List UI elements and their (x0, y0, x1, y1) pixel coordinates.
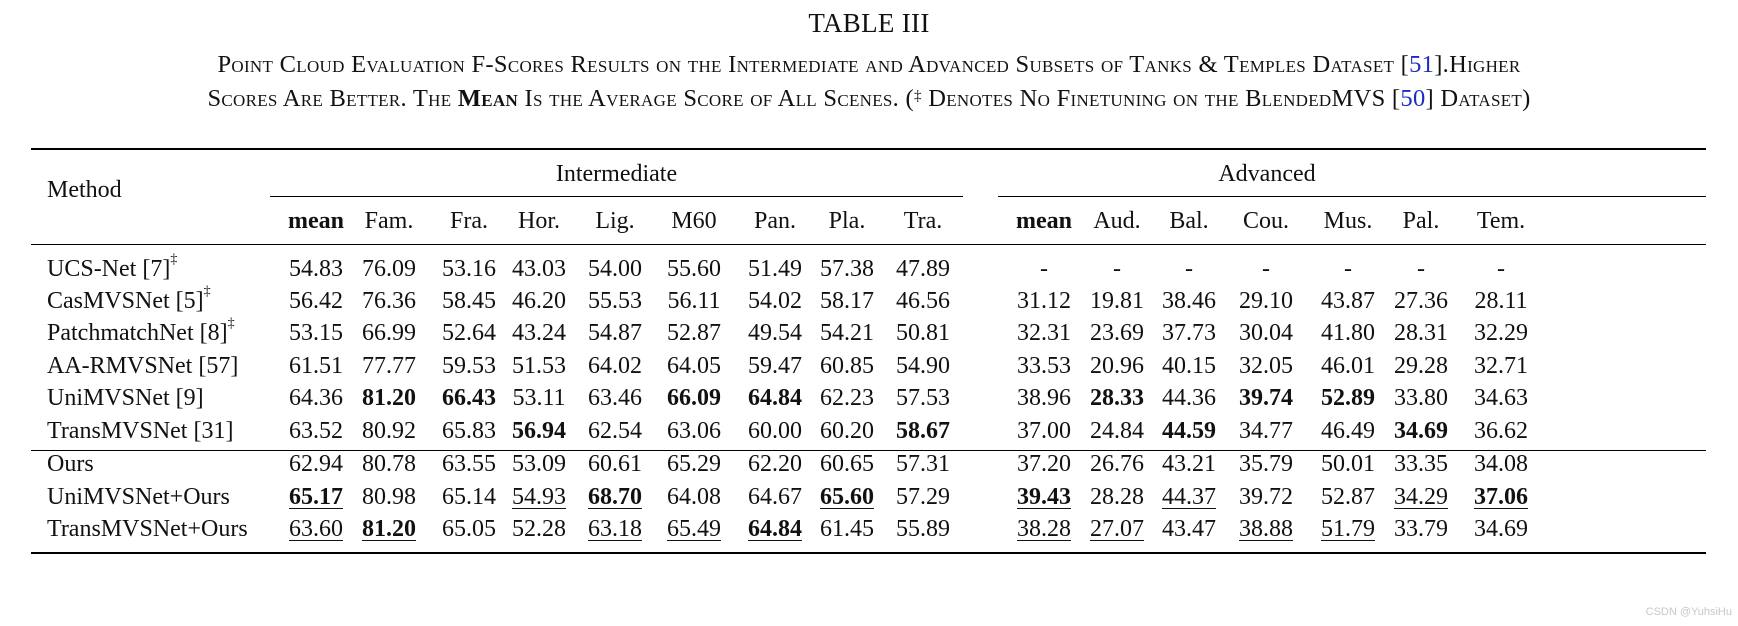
advanced-header: Advanced (1218, 161, 1316, 187)
advanced-score-cell: 32.29 (1474, 320, 1528, 346)
advanced-score-cell: 44.37 (1162, 484, 1216, 510)
intermediate-score-cell: 68.70 (588, 484, 642, 510)
intermediate-score-cell: 63.60 (289, 516, 343, 542)
dagger-symbol: ‡ (203, 284, 211, 299)
intermediate-score-cell: 43.03 (512, 256, 566, 282)
advanced-score-cell: 33.79 (1394, 516, 1448, 542)
intermediate-score-cell: 65.17 (289, 484, 343, 510)
method-name: AA-RMVSNet [57] (47, 353, 239, 379)
intermediate-score-cell: 64.84 (748, 385, 802, 411)
advanced-score-cell: 29.10 (1239, 288, 1293, 314)
intermediate-score-cell: 54.02 (748, 288, 802, 314)
advanced-score-cell: 28.31 (1394, 320, 1448, 346)
intermediate-score-cell: 80.98 (362, 484, 416, 510)
intermediate-score-cell: 60.61 (588, 451, 642, 477)
advanced-score-cell: 33.80 (1394, 385, 1448, 411)
intermediate-score-cell: 52.87 (667, 320, 721, 346)
column-header: Mus. (1323, 208, 1373, 234)
column-header: Pan. (754, 208, 796, 234)
intermediate-score-cell: 66.99 (362, 320, 416, 346)
intermediate-score-cell: 59.53 (442, 353, 496, 379)
intermediate-score-cell: 54.00 (588, 256, 642, 282)
advanced-score-cell: 34.69 (1474, 516, 1528, 542)
advanced-score-cell: 34.69 (1394, 418, 1448, 444)
advanced-score-cell: 44.59 (1162, 418, 1216, 444)
intermediate-group-rule (270, 196, 963, 197)
advanced-score-cell: - (1262, 256, 1270, 282)
advanced-score-cell: 46.01 (1321, 353, 1375, 379)
intermediate-score-cell: 64.84 (748, 516, 802, 542)
advanced-score-cell: 50.01 (1321, 451, 1375, 477)
bottom-rule (31, 552, 1706, 554)
column-header: Pla. (828, 208, 866, 234)
advanced-score-cell: 27.07 (1090, 516, 1144, 542)
caption-line-1: Point Cloud Evaluation F-Scores Results on the Intermediate and Advanced Subsets of Tanks & Temples Dataset [51].Higher (217, 51, 1521, 78)
caption-line-2: Scores Are Better. The Mean Is the Average Score of All Scenes. (‡ Denotes No Finetuning on the BlendedMVS [50] Dataset) (207, 85, 1531, 112)
intermediate-score-cell: 63.55 (442, 451, 496, 477)
intermediate-score-cell: 81.20 (362, 385, 416, 411)
method-name: UniMVSNet [9] (47, 385, 204, 411)
intermediate-score-cell: 80.78 (362, 451, 416, 477)
ref-link-51[interactable]: 51 (1409, 51, 1435, 78)
table-row (0, 284, 1738, 324)
intermediate-score-cell: 52.64 (442, 320, 496, 346)
table-row (0, 316, 1738, 356)
intermediate-score-cell: 55.89 (896, 516, 950, 542)
method-name: Ours (47, 451, 94, 477)
advanced-score-cell: 38.88 (1239, 516, 1293, 542)
intermediate-score-cell: 46.56 (896, 288, 950, 314)
dagger-symbol: ‡ (170, 252, 178, 267)
advanced-score-cell: 19.81 (1090, 288, 1144, 314)
column-header: Aud. (1093, 208, 1141, 234)
intermediate-score-cell: 76.36 (362, 288, 416, 314)
column-header: Pal. (1402, 208, 1440, 234)
intermediate-score-cell: 58.67 (896, 418, 950, 444)
column-header: M60 (671, 208, 717, 234)
intermediate-score-cell: 66.09 (667, 385, 721, 411)
intermediate-score-cell: 55.60 (667, 256, 721, 282)
advanced-score-cell: 32.31 (1017, 320, 1071, 346)
intermediate-score-cell: 58.45 (442, 288, 496, 314)
intermediate-score-cell: 60.00 (748, 418, 802, 444)
intermediate-score-cell: 63.52 (289, 418, 343, 444)
intermediate-score-cell: 60.65 (820, 451, 874, 477)
advanced-score-cell: 39.74 (1239, 385, 1293, 411)
intermediate-score-cell: 53.09 (512, 451, 566, 477)
advanced-score-cell: 46.49 (1321, 418, 1375, 444)
intermediate-score-cell: 53.11 (512, 385, 566, 411)
advanced-score-cell: 38.46 (1162, 288, 1216, 314)
advanced-score-cell: 34.77 (1239, 418, 1293, 444)
advanced-score-cell: 38.28 (1017, 516, 1071, 542)
intermediate-score-cell: 59.47 (748, 353, 802, 379)
advanced-score-cell: 35.79 (1239, 451, 1293, 477)
intermediate-score-cell: 53.16 (442, 256, 496, 282)
advanced-score-cell: 34.63 (1474, 385, 1528, 411)
intermediate-score-cell: 56.94 (512, 418, 566, 444)
column-header: Fra. (450, 208, 488, 234)
intermediate-score-cell: 65.05 (442, 516, 496, 542)
intermediate-score-cell: 62.23 (820, 385, 874, 411)
intermediate-score-cell: 57.31 (896, 451, 950, 477)
intermediate-score-cell: 76.09 (362, 256, 416, 282)
column-header: Hor. (518, 208, 560, 234)
advanced-score-cell: - (1040, 256, 1048, 282)
method-name: UCS-Net [7]‡ (47, 252, 178, 282)
intermediate-score-cell: 80.92 (362, 418, 416, 444)
advanced-group-rule (998, 196, 1706, 197)
advanced-score-cell: 43.47 (1162, 516, 1216, 542)
advanced-score-cell: - (1113, 256, 1121, 282)
intermediate-score-cell: 63.46 (588, 385, 642, 411)
advanced-score-cell: 38.96 (1017, 385, 1071, 411)
method-header: Method (47, 177, 122, 203)
advanced-score-cell: 20.96 (1090, 353, 1144, 379)
table-row (0, 385, 1738, 421)
advanced-score-cell: - (1497, 256, 1505, 282)
intermediate-score-cell: 60.85 (820, 353, 874, 379)
advanced-score-cell: 43.87 (1321, 288, 1375, 314)
method-name: UniMVSNet+Ours (47, 484, 230, 510)
advanced-score-cell: 27.36 (1394, 288, 1448, 314)
intermediate-score-cell: 65.49 (667, 516, 721, 542)
method-name: PatchmatchNet [8]‡ (47, 316, 235, 346)
header-bottom-rule (31, 244, 1706, 245)
advanced-score-cell: 30.04 (1239, 320, 1293, 346)
dagger-symbol: ‡ (227, 316, 235, 331)
column-header: Tem. (1476, 208, 1526, 234)
intermediate-score-cell: 54.21 (820, 320, 874, 346)
intermediate-score-cell: 61.51 (289, 353, 343, 379)
column-header: Fam. (364, 208, 414, 234)
column-header: Lig. (595, 208, 635, 234)
advanced-score-cell: 39.43 (1017, 484, 1071, 510)
intermediate-score-cell: 65.29 (667, 451, 721, 477)
advanced-score-cell: - (1417, 256, 1425, 282)
intermediate-score-cell: 57.53 (896, 385, 950, 411)
intermediate-score-cell: 54.87 (588, 320, 642, 346)
table-row (0, 451, 1738, 487)
intermediate-score-cell: 62.20 (748, 451, 802, 477)
intermediate-score-cell: 50.81 (896, 320, 950, 346)
intermediate-score-cell: 51.53 (512, 353, 566, 379)
intermediate-score-cell: 62.94 (289, 451, 343, 477)
table-title: TABLE III (808, 8, 930, 38)
intermediate-score-cell: 57.29 (896, 484, 950, 510)
intermediate-score-cell: 54.93 (512, 484, 566, 510)
intermediate-score-cell: 49.54 (748, 320, 802, 346)
advanced-score-cell: 43.21 (1162, 451, 1216, 477)
table-row (0, 252, 1738, 292)
intermediate-score-cell: 77.77 (362, 353, 416, 379)
intermediate-score-cell: 61.45 (820, 516, 874, 542)
advanced-score-cell: 23.69 (1090, 320, 1144, 346)
advanced-score-cell: 44.36 (1162, 385, 1216, 411)
dagger-symbol: ‡ (913, 88, 922, 104)
table-row (0, 418, 1738, 454)
method-name: TransMVSNet [31] (47, 418, 234, 444)
intermediate-score-cell: 56.11 (667, 288, 721, 314)
advanced-score-cell: 31.12 (1017, 288, 1071, 314)
intermediate-score-cell: 64.05 (667, 353, 721, 379)
method-name: CasMVSNet [5]‡ (47, 284, 211, 314)
advanced-score-cell: 32.05 (1239, 353, 1293, 379)
intermediate-score-cell: 63.06 (667, 418, 721, 444)
advanced-score-cell: 28.11 (1474, 288, 1528, 314)
intermediate-score-cell: 64.02 (588, 353, 642, 379)
intermediate-score-cell: 64.36 (289, 385, 343, 411)
intermediate-score-cell: 46.20 (512, 288, 566, 314)
intermediate-score-cell: 65.60 (820, 484, 874, 510)
advanced-score-cell: 51.79 (1321, 516, 1375, 542)
advanced-score-cell: 24.84 (1090, 418, 1144, 444)
ref-link-50[interactable]: 50 (1400, 85, 1426, 112)
column-header: Tra. (903, 208, 943, 234)
watermark: CSDN @YuhsiHu (1645, 606, 1732, 618)
advanced-score-cell: 52.87 (1321, 484, 1375, 510)
intermediate-score-cell: 58.17 (820, 288, 874, 314)
advanced-score-cell: 39.72 (1239, 484, 1293, 510)
advanced-score-cell: 37.20 (1017, 451, 1071, 477)
table-row (0, 353, 1738, 389)
advanced-score-cell: 37.00 (1017, 418, 1071, 444)
intermediate-score-cell: 64.67 (748, 484, 802, 510)
intermediate-score-cell: 60.20 (820, 418, 874, 444)
advanced-score-cell: 52.89 (1321, 385, 1375, 411)
intermediate-score-cell: 57.38 (820, 256, 874, 282)
intermediate-score-cell: 47.89 (896, 256, 950, 282)
intermediate-score-cell: 55.53 (588, 288, 642, 314)
advanced-score-cell: 29.28 (1394, 353, 1448, 379)
method-name: TransMVSNet+Ours (47, 516, 248, 542)
advanced-score-cell: 33.35 (1394, 451, 1448, 477)
advanced-score-cell: 34.29 (1394, 484, 1448, 510)
intermediate-score-cell: 52.28 (512, 516, 566, 542)
intermediate-score-cell: 54.83 (289, 256, 343, 282)
intermediate-score-cell: 51.49 (748, 256, 802, 282)
intermediate-header: Intermediate (555, 161, 678, 187)
top-rule (31, 148, 1706, 150)
advanced-score-cell: 37.06 (1474, 484, 1528, 510)
advanced-score-cell: - (1185, 256, 1193, 282)
advanced-score-cell: 28.28 (1090, 484, 1144, 510)
intermediate-score-cell: 56.42 (289, 288, 343, 314)
intermediate-score-cell: 65.14 (442, 484, 496, 510)
advanced-score-cell: 33.53 (1017, 353, 1071, 379)
advanced-score-cell: 37.73 (1162, 320, 1216, 346)
column-header: mean (1016, 208, 1072, 234)
advanced-score-cell: - (1344, 256, 1352, 282)
intermediate-score-cell: 81.20 (362, 516, 416, 542)
advanced-score-cell: 40.15 (1162, 353, 1216, 379)
column-header: Bal. (1169, 208, 1209, 234)
table-row (0, 516, 1738, 552)
column-header: mean (288, 208, 344, 234)
intermediate-score-cell: 63.18 (588, 516, 642, 542)
intermediate-score-cell: 62.54 (588, 418, 642, 444)
column-header: Cou. (1242, 208, 1289, 234)
intermediate-score-cell: 66.43 (442, 385, 496, 411)
advanced-score-cell: 34.08 (1474, 451, 1528, 477)
advanced-score-cell: 26.76 (1090, 451, 1144, 477)
table-caption (0, 48, 1738, 116)
intermediate-score-cell: 54.90 (896, 353, 950, 379)
intermediate-score-cell: 53.15 (289, 320, 343, 346)
advanced-score-cell: 36.62 (1474, 418, 1528, 444)
advanced-score-cell: 32.71 (1474, 353, 1528, 379)
advanced-score-cell: 28.33 (1090, 385, 1144, 411)
advanced-score-cell: 41.80 (1321, 320, 1375, 346)
intermediate-score-cell: 64.08 (667, 484, 721, 510)
table-row (0, 484, 1738, 520)
intermediate-score-cell: 65.83 (442, 418, 496, 444)
intermediate-score-cell: 43.24 (512, 320, 566, 346)
